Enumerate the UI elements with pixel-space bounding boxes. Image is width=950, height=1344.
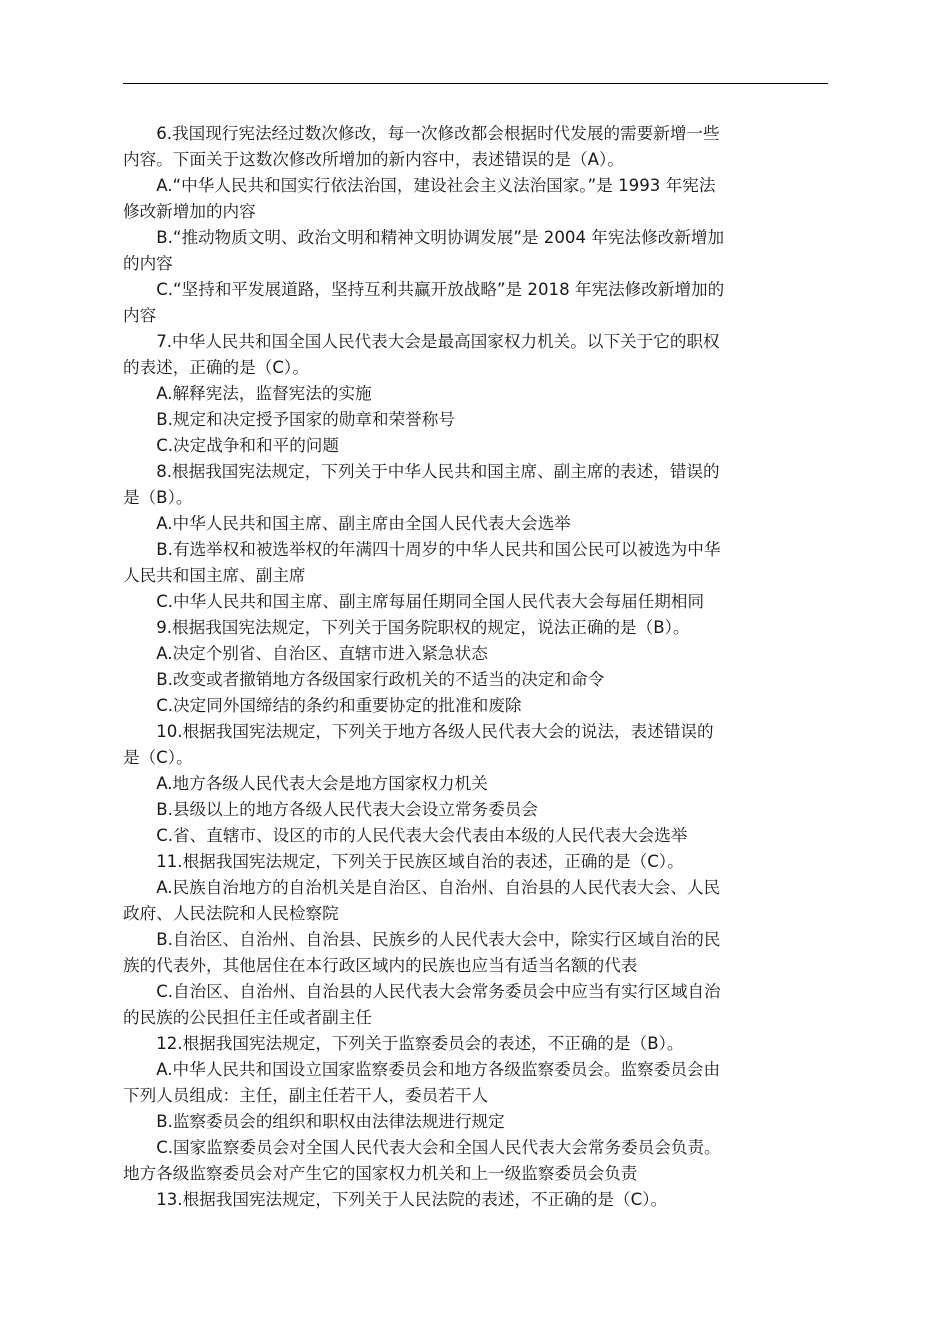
paragraph-line: B.有选举权和被选举权的年满四十周岁的中华人民共和国公民可以被选为中华 bbox=[156, 540, 721, 559]
paragraph-line: 地方各级监察委员会对产生它的国家权力机关和上一级监察委员会负责 bbox=[123, 1164, 638, 1183]
paragraph-line: C.省、直辖市、设区的市的人民代表大会代表由本级的人民代表大会选举 bbox=[156, 826, 688, 845]
paragraph bbox=[123, 615, 828, 641]
paragraph-line: B.县级以上的地方各级人民代表大会设立常务委员会 bbox=[156, 800, 538, 819]
paragraph bbox=[123, 329, 828, 381]
paragraph-line: C.“坚持和平发展道路，坚持互利共赢开放战略”是 2018 年宪法修改新增加的 bbox=[156, 280, 725, 299]
paragraph-line: A.解释宪法，监督宪法的实施 bbox=[156, 384, 372, 403]
paragraph-line: 的表述，正确的是（C）。 bbox=[123, 358, 309, 377]
paragraph-line: 内容。下面关于这数次修改所增加的新内容中，表述错误的是（A）。 bbox=[123, 150, 624, 169]
paragraph bbox=[123, 927, 828, 979]
paragraph bbox=[123, 1057, 828, 1109]
paragraph-line: B.规定和决定授予国家的勋章和荣誉称号 bbox=[156, 410, 455, 429]
paragraph bbox=[123, 277, 828, 329]
paragraph bbox=[123, 849, 828, 875]
paragraph-line: 9.根据我国宪法规定，下列关于国务院职权的规定，说法正确的是（B）。 bbox=[156, 618, 690, 637]
paragraph-line: 6.我国现行宪法经过数次修改，每一次修改都会根据时代发展的需要新增一些 bbox=[156, 124, 720, 143]
paragraph bbox=[123, 225, 828, 277]
paragraph-line: B.自治区、自治州、自治县、民族乡的人民代表大会中，除实行区域自治的民 bbox=[156, 930, 721, 949]
paragraph-line: B.监察委员会的组织和职权由法律法规进行规定 bbox=[156, 1112, 505, 1131]
paragraph bbox=[123, 875, 828, 927]
paragraph bbox=[123, 1031, 828, 1057]
paragraph-line: 内容 bbox=[123, 306, 157, 325]
paragraph-line: A.“中华人民共和国实行依法治国，建设社会主义法治国家。”是 1993 年宪法 bbox=[156, 176, 716, 195]
paragraph-line: C.自治区、自治州、自治县的人民代表大会常务委员会中应当有实行区域自治 bbox=[156, 982, 721, 1001]
paragraph-line: B.改变或者撤销地方各级国家行政机关的不适当的决定和命令 bbox=[156, 670, 605, 689]
paragraph-line: 8.根据我国宪法规定，下列关于中华人民共和国主席、副主席的表述，错误的 bbox=[156, 462, 720, 481]
paragraph-line: B.“推动物质文明、政治文明和精神文明协调发展”是 2004 年宪法修改新增加 bbox=[156, 228, 725, 247]
paragraph bbox=[123, 979, 828, 1031]
paragraph-line: A.决定个别省、自治区、直辖市进入紧急状态 bbox=[156, 644, 488, 663]
paragraph-line: 13.根据我国宪法规定，下列关于人民法院的表述，不正确的是（C）。 bbox=[156, 1190, 668, 1209]
paragraph-line: C.中华人民共和国主席、副主席每届任期同全国人民代表大会每届任期相同 bbox=[156, 592, 705, 611]
paragraph-line: A.民族自治地方的自治机关是自治区、自治州、自治县的人民代表大会、人民 bbox=[156, 878, 721, 897]
paragraph-line: 族的代表外，其他居住在本行政区域内的民族也应当有适当名额的代表 bbox=[123, 956, 638, 975]
paragraph bbox=[123, 433, 828, 459]
paragraph bbox=[123, 823, 828, 849]
paragraph bbox=[123, 381, 828, 407]
paragraph-line: 政府、人民法院和人民检察院 bbox=[123, 904, 339, 923]
paragraph bbox=[123, 641, 828, 667]
paragraph bbox=[123, 511, 828, 537]
paragraph-line: A.中华人民共和国设立国家监察委员会和地方各级监察委员会。监察委员会由 bbox=[156, 1060, 721, 1079]
paragraph-line: A.地方各级人民代表大会是地方国家权力机关 bbox=[156, 774, 488, 793]
paragraph bbox=[123, 667, 828, 693]
paragraph-line: 下列人员组成：主任，副主任若干人，委员若干人 bbox=[123, 1086, 489, 1105]
paragraph bbox=[123, 537, 828, 589]
paragraph-line: 修改新增加的内容 bbox=[123, 202, 256, 221]
paragraph-line: C.决定同外国缔结的条约和重要协定的批准和废除 bbox=[156, 696, 522, 715]
paragraph bbox=[123, 797, 828, 823]
paragraph-line: 的民族的公民担任主任或者副主任 bbox=[123, 1008, 372, 1027]
paragraph-line: C.国家监察委员会对全国人民代表大会和全国人民代表大会常务委员会负责。 bbox=[156, 1138, 721, 1157]
paragraph bbox=[123, 459, 828, 511]
paragraph-line: 的内容 bbox=[123, 254, 173, 273]
paragraph-line: A.中华人民共和国主席、副主席由全国人民代表大会选举 bbox=[156, 514, 571, 533]
paragraph-line: 是（B）。 bbox=[123, 488, 193, 507]
paragraph bbox=[123, 771, 828, 797]
paragraph-line: 人民共和国主席、副主席 bbox=[123, 566, 306, 585]
paragraph bbox=[123, 1187, 828, 1213]
header-rule bbox=[123, 83, 828, 84]
paragraph bbox=[123, 407, 828, 433]
paragraph bbox=[123, 173, 828, 225]
paragraph bbox=[123, 693, 828, 719]
paragraph-line: 12.根据我国宪法规定，下列关于监察委员会的表述，不正确的是（B）。 bbox=[156, 1034, 684, 1053]
paragraph bbox=[123, 121, 828, 173]
paragraph-line: 是（C）。 bbox=[123, 748, 193, 767]
paragraph bbox=[123, 589, 828, 615]
paragraph bbox=[123, 719, 828, 771]
document-body bbox=[123, 121, 828, 1213]
paragraph-line: C.决定战争和和平的问题 bbox=[156, 436, 339, 455]
paragraph bbox=[123, 1109, 828, 1135]
paragraph-line: 7.中华人民共和国全国人民代表大会是最高国家权力机关。以下关于它的职权 bbox=[156, 332, 720, 351]
paragraph-line: 11.根据我国宪法规定，下列关于民族区域自治的表述，正确的是（C）。 bbox=[156, 852, 684, 871]
paragraph bbox=[123, 1135, 828, 1187]
paragraph-line: 10.根据我国宪法规定，下列关于地方各级人民代表大会的说法，表述错误的 bbox=[156, 722, 714, 741]
